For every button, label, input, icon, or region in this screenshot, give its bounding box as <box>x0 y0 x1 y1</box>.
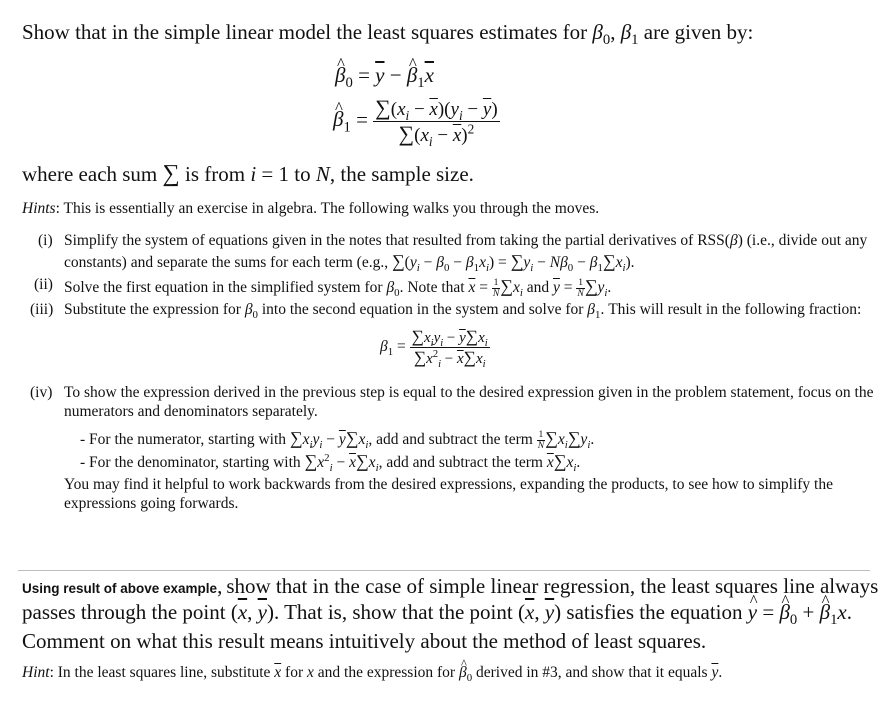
step-iv-marker: (iv) <box>30 384 53 401</box>
beta0-formula: ^ $\beta_0 = \overline{y}$ − ^ $\beta_1\overline{x}$ <box>335 63 434 88</box>
step-i-line2: constants) and separate the sums for each term (e.g., $\sum(y_i - \beta_0 - \beta_1x_i) = \sum y_i - N\beta_0 - \beta_1\sum x_i$). <box>64 251 635 275</box>
where-sum-line: where each sum ∑ is from i = 1 to N, the sample size. <box>22 160 474 187</box>
step-i-marker: (i) <box>38 232 53 249</box>
problem2-line2: passes through the point ($\overline{x}$, $\overline{y}$). That is, show that the point ($\overline{x}$, $\overline{y}$) satisfies the equation ^ y = ^ $\beta_0$ + ^ $\beta_1x$. <box>22 600 852 625</box>
beta1-derived-fraction: $\beta_1$ = $\frac{\sum x_iy_i - \overline{y}\sum x_i}{\sum x^2_i - \overline{x}\sum x_i}$ <box>380 327 488 370</box>
step-i-line1: Simplify the system of equations given in the notes that resulted from taking the partial derivatives of RSS(β) (i.e., divide out any <box>64 232 868 249</box>
final-advice-line2: expressions going forwards. <box>64 495 239 512</box>
step-ii-text: Solve the first equation in the simplified system for $\beta_0$. Note that $\overline{x}$ = $\frac{1}{N}$ $\sum x_i$ and $\overline{y}$ = $\frac{1}{N}$ $\sum y_i$. <box>64 276 612 300</box>
problem2-hint: Hint: In the least squares line, substitute $\overline{x}$ for x and the expression for ^ $\beta_0$ derived in #3, and show that it equals $\overline{y}$. <box>22 664 722 682</box>
step-ii-marker: (ii) <box>34 276 53 293</box>
step-iv-line2: numerators and denominators separately. <box>64 403 318 420</box>
step-iii-text: Substitute the expression for $\beta_0$ into the second equation in the system and solve for $\beta_1$. This will result in the following fraction: <box>64 301 862 322</box>
hints-line: Hints: This is essentially an exercise in algebra. The following walks you through the moves. <box>22 200 600 217</box>
section-divider <box>18 570 870 571</box>
problem2-line3: Comment on what this result means intuitively about the method of least squares. <box>22 629 707 653</box>
problem2-line1: Using result of above example, show that in the case of simple linear regression, the least squares line always <box>22 574 879 598</box>
bullet-denominator: - For the denominator, starting with $\sum x^2_i - \overline{x}\sum x_i$, add and subtract the term $\overline{x}\sum x_i$. <box>80 451 581 475</box>
final-advice-line1: You may find it helpful to work backwards from the desired expressions, expanding the products, to see how to simplify the <box>64 476 833 493</box>
step-iii-marker: (iii) <box>30 301 54 318</box>
problem1-intro: Show that in the simple linear model the least squares estimates for $\beta_0$, $\beta_1$ are given by: <box>22 20 754 49</box>
beta1-formula: ^ $\beta_1$ = $\frac{\sum(x_i - \overline{x})(y_i - \overline{y})}{\sum(x_i - \overline{x})^2}$ <box>333 96 500 147</box>
bullet-numerator: - For the numerator, starting with $\sum x_iy_i - \overline{y}\sum x_i$, add and subtract the term $\frac{1}{N}$ $\sum x_i\sum y_i$. <box>80 428 595 452</box>
step-iv-line1: To show the expression derived in the previous step is equal to the desired expression given in the problem statement, focus on the <box>64 384 874 401</box>
